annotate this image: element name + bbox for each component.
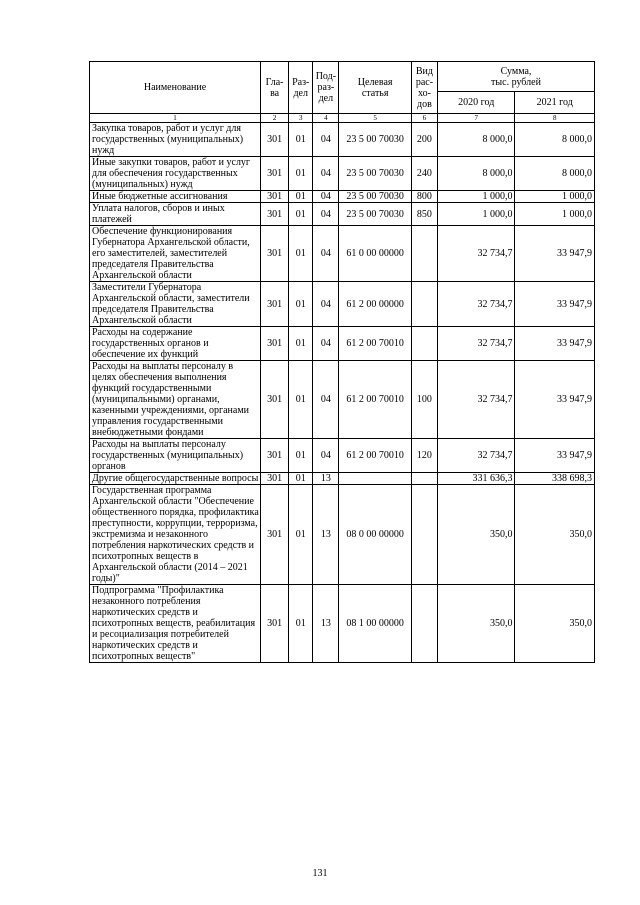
- cell-amount-2021: 33 947,9: [515, 439, 595, 473]
- cell-chapter: 301: [261, 123, 289, 157]
- cell-name: Расходы на содержание государственных органов и обеспечение их функций: [90, 327, 261, 361]
- cell-section: 01: [289, 327, 313, 361]
- cell-name: Другие общегосударственные вопросы: [90, 473, 261, 485]
- table-row: [90, 191, 595, 203]
- cell-section: 01: [289, 361, 313, 439]
- cell-subsection: 04: [313, 439, 339, 473]
- cell-section: 01: [289, 191, 313, 203]
- cell-chapter: 301: [261, 361, 289, 439]
- cell-expense-type: 200: [411, 123, 437, 157]
- cell-amount-2021: 338 698,3: [515, 473, 595, 485]
- cell-expense-type: [411, 327, 437, 361]
- column-number: 1: [90, 114, 261, 123]
- cell-name: Уплата налогов, сборов и иных платежей: [90, 203, 261, 226]
- cell-target-code: 61 2 00 70010: [339, 327, 411, 361]
- table-row: [90, 203, 595, 226]
- table-row: [90, 123, 595, 157]
- cell-amount-2021: 33 947,9: [515, 282, 595, 327]
- cell-subsection: 04: [313, 282, 339, 327]
- cell-section: 01: [289, 439, 313, 473]
- cell-subsection: 04: [313, 203, 339, 226]
- cell-target-code: 23 5 00 70030: [339, 203, 411, 226]
- cell-expense-type: 800: [411, 191, 437, 203]
- cell-subsection: 13: [313, 485, 339, 585]
- cell-subsection: 04: [313, 157, 339, 191]
- header-chapter: Гла- ва: [261, 62, 289, 114]
- cell-section: 01: [289, 585, 313, 663]
- cell-amount-2020: 350,0: [438, 485, 515, 585]
- cell-expense-type: [411, 473, 437, 485]
- cell-name: Обеспечение функционирования Губернатора Архангельской области, его заместителей, заместителей председателя Правительства Архангельской области: [90, 226, 261, 282]
- cell-name: Подпрограмма "Профилактика незаконного потребления наркотических средств и психотропных веществ, реабилитация и ресоциализация потребителей наркотических средств и психотропных веществ": [90, 585, 261, 663]
- cell-amount-2020: 1 000,0: [438, 203, 515, 226]
- table-row: [90, 226, 595, 282]
- cell-section: 01: [289, 123, 313, 157]
- cell-chapter: 301: [261, 473, 289, 485]
- cell-subsection: 04: [313, 191, 339, 203]
- cell-subsection: 04: [313, 361, 339, 439]
- cell-amount-2021: 1 000,0: [515, 191, 595, 203]
- budget-table: [89, 61, 595, 663]
- cell-chapter: 301: [261, 191, 289, 203]
- cell-subsection: 04: [313, 123, 339, 157]
- cell-expense-type: [411, 226, 437, 282]
- cell-name: Расходы на выплаты персоналу государственных (муниципальных) органов: [90, 439, 261, 473]
- cell-target-code: 23 5 00 70030: [339, 191, 411, 203]
- cell-amount-2021: 1 000,0: [515, 203, 595, 226]
- cell-target-code: 08 1 00 00000: [339, 585, 411, 663]
- cell-chapter: 301: [261, 585, 289, 663]
- cell-section: 01: [289, 473, 313, 485]
- cell-amount-2021: 350,0: [515, 585, 595, 663]
- cell-amount-2021: 8 000,0: [515, 123, 595, 157]
- cell-chapter: 301: [261, 157, 289, 191]
- column-number: 8: [515, 114, 595, 123]
- cell-target-code: 08 0 00 00000: [339, 485, 411, 585]
- table-row: [90, 585, 595, 663]
- cell-subsection: 13: [313, 585, 339, 663]
- cell-expense-type: 100: [411, 361, 437, 439]
- cell-expense-type: 850: [411, 203, 437, 226]
- cell-chapter: 301: [261, 485, 289, 585]
- table-row: [90, 361, 595, 439]
- column-number: 3: [289, 114, 313, 123]
- cell-amount-2020: 8 000,0: [438, 157, 515, 191]
- cell-expense-type: 240: [411, 157, 437, 191]
- cell-subsection: 04: [313, 327, 339, 361]
- header-subsection: Под- раз- дел: [313, 62, 339, 114]
- cell-name: Иные закупки товаров, работ и услуг для обеспечения государственных (муниципальных) нужд: [90, 157, 261, 191]
- cell-target-code: [339, 473, 411, 485]
- column-number: 6: [411, 114, 437, 123]
- cell-expense-type: [411, 585, 437, 663]
- cell-section: 01: [289, 157, 313, 191]
- column-number: 4: [313, 114, 339, 123]
- cell-chapter: 301: [261, 203, 289, 226]
- table-row: [90, 157, 595, 191]
- cell-amount-2021: 350,0: [515, 485, 595, 585]
- cell-expense-type: 120: [411, 439, 437, 473]
- cell-section: 01: [289, 485, 313, 585]
- table-row: [90, 485, 595, 585]
- column-number: 5: [339, 114, 411, 123]
- header-section: Раз- дел: [289, 62, 313, 114]
- cell-amount-2020: 331 636,3: [438, 473, 515, 485]
- cell-section: 01: [289, 282, 313, 327]
- cell-expense-type: [411, 485, 437, 585]
- cell-amount-2020: 8 000,0: [438, 123, 515, 157]
- cell-section: 01: [289, 203, 313, 226]
- cell-name: Иные бюджетные ассигнования: [90, 191, 261, 203]
- table-row: [90, 439, 595, 473]
- cell-target-code: 61 2 00 70010: [339, 361, 411, 439]
- cell-target-code: 23 5 00 70030: [339, 157, 411, 191]
- cell-amount-2020: 1 000,0: [438, 191, 515, 203]
- cell-expense-type: [411, 282, 437, 327]
- cell-name: Закупка товаров, работ и услуг для государственных (муниципальных) нужд: [90, 123, 261, 157]
- cell-amount-2020: 32 734,7: [438, 327, 515, 361]
- header-name: Наименование: [90, 62, 261, 114]
- cell-subsection: 13: [313, 473, 339, 485]
- cell-target-code: 61 2 00 00000: [339, 282, 411, 327]
- header-target: Целевая статья: [339, 62, 411, 114]
- cell-amount-2020: 32 734,7: [438, 439, 515, 473]
- cell-chapter: 301: [261, 327, 289, 361]
- cell-section: 01: [289, 226, 313, 282]
- cell-amount-2021: 33 947,9: [515, 226, 595, 282]
- table-row: [90, 282, 595, 327]
- cell-amount-2021: 8 000,0: [515, 157, 595, 191]
- cell-amount-2020: 350,0: [438, 585, 515, 663]
- cell-name: Заместители Губернатора Архангельской области, заместители председателя Правительства Архангельской области: [90, 282, 261, 327]
- cell-amount-2021: 33 947,9: [515, 327, 595, 361]
- column-number: 2: [261, 114, 289, 123]
- cell-subsection: 04: [313, 226, 339, 282]
- column-numbers-row: [90, 114, 595, 123]
- table-row: [90, 327, 595, 361]
- cell-amount-2020: 32 734,7: [438, 361, 515, 439]
- cell-chapter: 301: [261, 226, 289, 282]
- table-row: [90, 473, 595, 485]
- column-number: 7: [438, 114, 515, 123]
- cell-amount-2020: 32 734,7: [438, 226, 515, 282]
- page-number: 131: [312, 868, 328, 879]
- header-year-2021: 2021 год: [515, 92, 595, 114]
- cell-target-code: 61 2 00 70010: [339, 439, 411, 473]
- cell-amount-2021: 33 947,9: [515, 361, 595, 439]
- cell-amount-2020: 32 734,7: [438, 282, 515, 327]
- cell-name: Государственная программа Архангельской области "Обеспечение общественного порядка, профилактика преступности, коррупции, терроризма, экстремизма и незаконного потребления наркотических средств и психотропных веществ в Архангельской области (2014 – 2021 годы)": [90, 485, 261, 585]
- cell-chapter: 301: [261, 439, 289, 473]
- header-expense-type: Вид рас- хо- дов: [411, 62, 437, 114]
- cell-chapter: 301: [261, 282, 289, 327]
- cell-name: Расходы на выплаты персоналу в целях обеспечения выполнения функций государственными (муниципальными) органами, казенными учреждениями, органами управления государственными внебюджетными фондами: [90, 361, 261, 439]
- header-sum: Сумма, тыс. рублей: [438, 62, 595, 92]
- header-year-2020: 2020 год: [438, 92, 515, 114]
- cell-target-code: 23 5 00 70030: [339, 123, 411, 157]
- cell-target-code: 61 0 00 00000: [339, 226, 411, 282]
